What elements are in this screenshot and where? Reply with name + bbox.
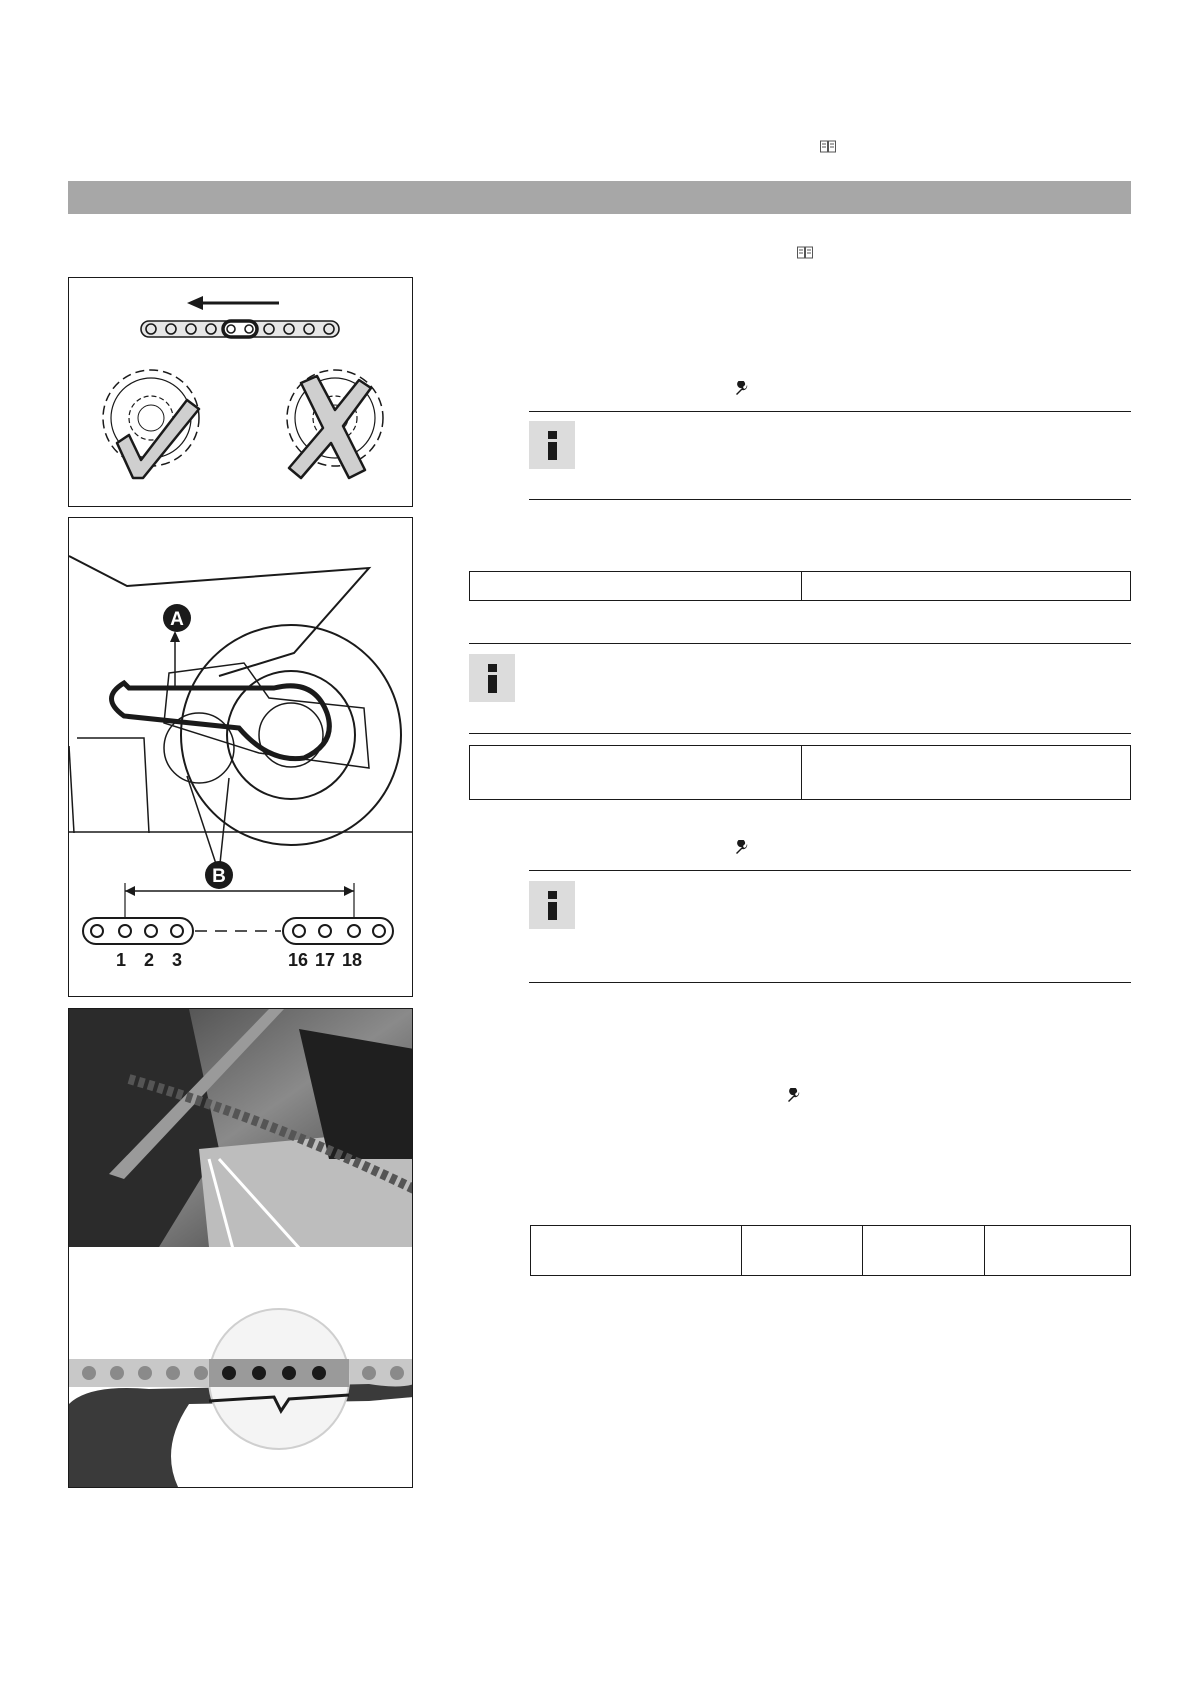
label-a: A <box>170 609 184 630</box>
note-rule-top <box>469 643 1131 644</box>
table-cell <box>985 1226 1131 1276</box>
table-cell <box>742 1226 863 1276</box>
spec-table-3 <box>530 1225 1131 1276</box>
figure-chain-measurement <box>68 517 413 997</box>
note-rule-bottom <box>529 499 1131 500</box>
table-cell <box>470 572 802 601</box>
note-rule-top <box>529 870 1131 871</box>
note-rule-bottom <box>469 733 1131 734</box>
link-number: 3 <box>171 950 183 970</box>
figure-chain-guide <box>68 1008 413 1488</box>
spec-table-2 <box>469 745 1131 800</box>
info-icon <box>529 421 575 469</box>
book-icon <box>820 140 836 153</box>
link-number: 16 <box>287 950 309 970</box>
wrench-icon <box>733 381 749 397</box>
table-cell <box>470 746 802 800</box>
table-cell <box>802 746 1131 800</box>
note-rule-bottom <box>529 982 1131 983</box>
link-number: 17 <box>314 950 336 970</box>
figure-chain-joint <box>68 277 413 507</box>
arrow-left-icon <box>187 296 279 310</box>
table-cell <box>802 572 1131 601</box>
info-icon <box>529 881 575 929</box>
table-cell <box>531 1226 742 1276</box>
book-icon <box>797 246 813 259</box>
label-b: B <box>212 866 226 887</box>
chain-icon <box>141 321 339 337</box>
link-number: 1 <box>115 950 127 970</box>
spec-table-1 <box>469 571 1131 601</box>
section-header-bar <box>68 181 1131 214</box>
wrench-icon <box>733 840 749 856</box>
link-number: 18 <box>341 950 363 970</box>
note-rule-top <box>529 411 1131 412</box>
table-cell <box>863 1226 985 1276</box>
link-number: 2 <box>143 950 155 970</box>
wrench-icon <box>785 1088 801 1104</box>
chain-guide-photo <box>69 1009 413 1488</box>
info-icon <box>469 654 515 702</box>
swingarm-chain-diagram <box>69 518 413 997</box>
chain-joint-illustration <box>69 278 413 507</box>
